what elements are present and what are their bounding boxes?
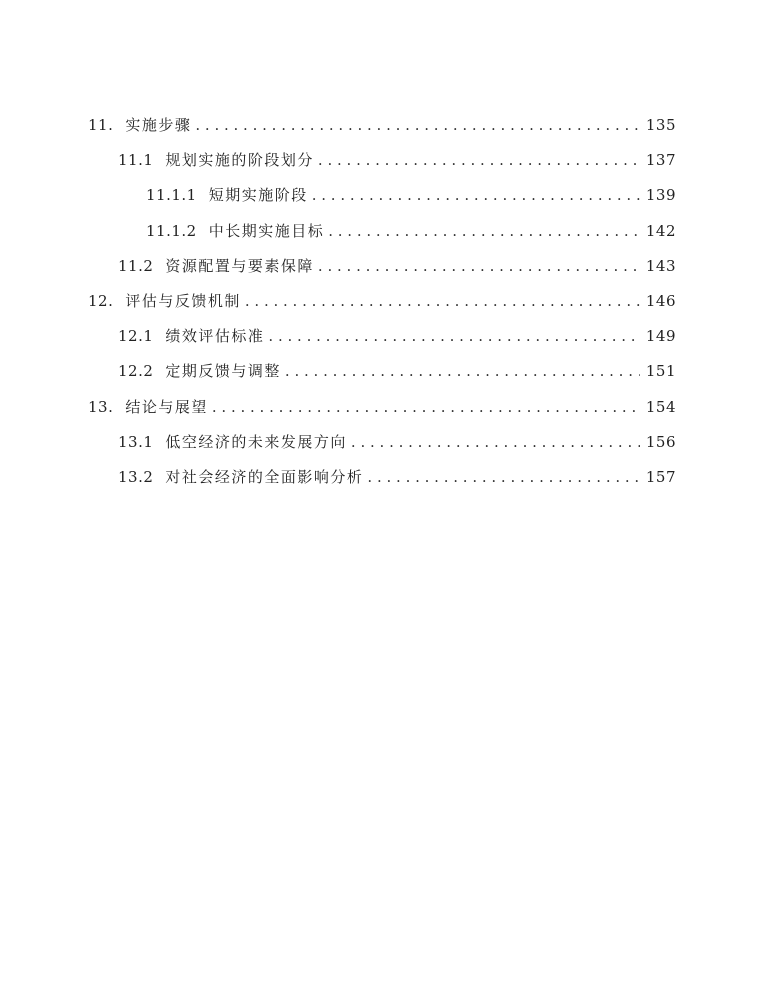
toc-entry-title: 评估与反馈机制 <box>125 291 241 310</box>
toc-dot-leader <box>367 468 639 486</box>
toc-entry-number: 13.2 <box>118 467 154 486</box>
toc-entry-page: 143 <box>645 256 676 275</box>
toc-dot-leader <box>268 327 639 345</box>
toc-entry-number: 12.2 <box>118 362 154 381</box>
table-of-contents <box>88 114 676 501</box>
toc-entry-page: 151 <box>645 362 676 381</box>
toc-entry-title: 定期反馈与调整 <box>165 362 281 381</box>
toc-entry-title: 短期实施阶段 <box>208 186 308 205</box>
toc-dot-leader <box>318 151 640 169</box>
toc-entry-title: 资源配置与要素保障 <box>165 256 314 275</box>
toc-entry-number: 11.2 <box>118 256 154 275</box>
toc-entry-12-1[interactable] <box>88 325 676 360</box>
toc-entry-12-2[interactable] <box>88 360 676 395</box>
toc-entry-13[interactable] <box>88 396 676 431</box>
toc-entry-number: 12.1 <box>118 327 154 346</box>
toc-entry-page: 146 <box>645 291 676 310</box>
toc-dot-leader <box>312 186 640 204</box>
toc-entry-11-1[interactable] <box>88 149 676 184</box>
toc-entry-11-1-1[interactable] <box>88 184 676 219</box>
toc-entry-number: 11. <box>88 116 114 134</box>
toc-entry-number: 11.1 <box>118 151 154 170</box>
toc-entry-title: 实施步骤 <box>125 116 192 134</box>
toc-dot-leader <box>318 257 640 275</box>
toc-entry-page: 149 <box>645 327 676 346</box>
toc-dot-leader <box>245 292 640 310</box>
toc-entry-13-1[interactable] <box>88 431 676 466</box>
toc-entry-page: 139 <box>645 186 676 205</box>
toc-entry-title: 中长期实施目标 <box>208 221 325 240</box>
toc-entry-title: 对社会经济的全面影响分析 <box>165 467 364 486</box>
toc-entry-number: 12. <box>88 291 114 310</box>
toc-entry-13-2[interactable] <box>88 466 676 501</box>
toc-entry-number: 11.1.1 <box>146 186 197 205</box>
toc-dot-leader <box>328 222 640 240</box>
toc-entry-page: 156 <box>645 432 676 451</box>
toc-entry-page: 137 <box>645 151 676 170</box>
toc-entry-title: 绩效评估标准 <box>165 327 265 346</box>
toc-entry-number: 11.1.2 <box>146 221 197 240</box>
toc-entry-page: 142 <box>645 221 676 240</box>
toc-entry-number: 13.1 <box>118 432 154 451</box>
toc-entry-title: 结论与展望 <box>125 397 208 416</box>
toc-entry-page: 135 <box>645 116 676 134</box>
toc-dot-leader <box>351 433 640 451</box>
toc-entry-title: 规划实施的阶段划分 <box>165 151 314 170</box>
toc-entry-number: 13. <box>88 397 114 416</box>
toc-entry-11[interactable] <box>88 114 676 149</box>
toc-entry-12[interactable] <box>88 290 676 325</box>
toc-dot-leader <box>285 362 640 380</box>
toc-entry-title: 低空经济的未来发展方向 <box>165 432 347 451</box>
toc-dot-leader <box>212 398 640 416</box>
toc-entry-page: 154 <box>645 397 676 416</box>
toc-entry-11-2[interactable] <box>88 255 676 290</box>
toc-entry-11-1-2[interactable] <box>88 220 676 255</box>
toc-entry-page: 157 <box>645 467 676 486</box>
toc-dot-leader <box>195 116 639 134</box>
